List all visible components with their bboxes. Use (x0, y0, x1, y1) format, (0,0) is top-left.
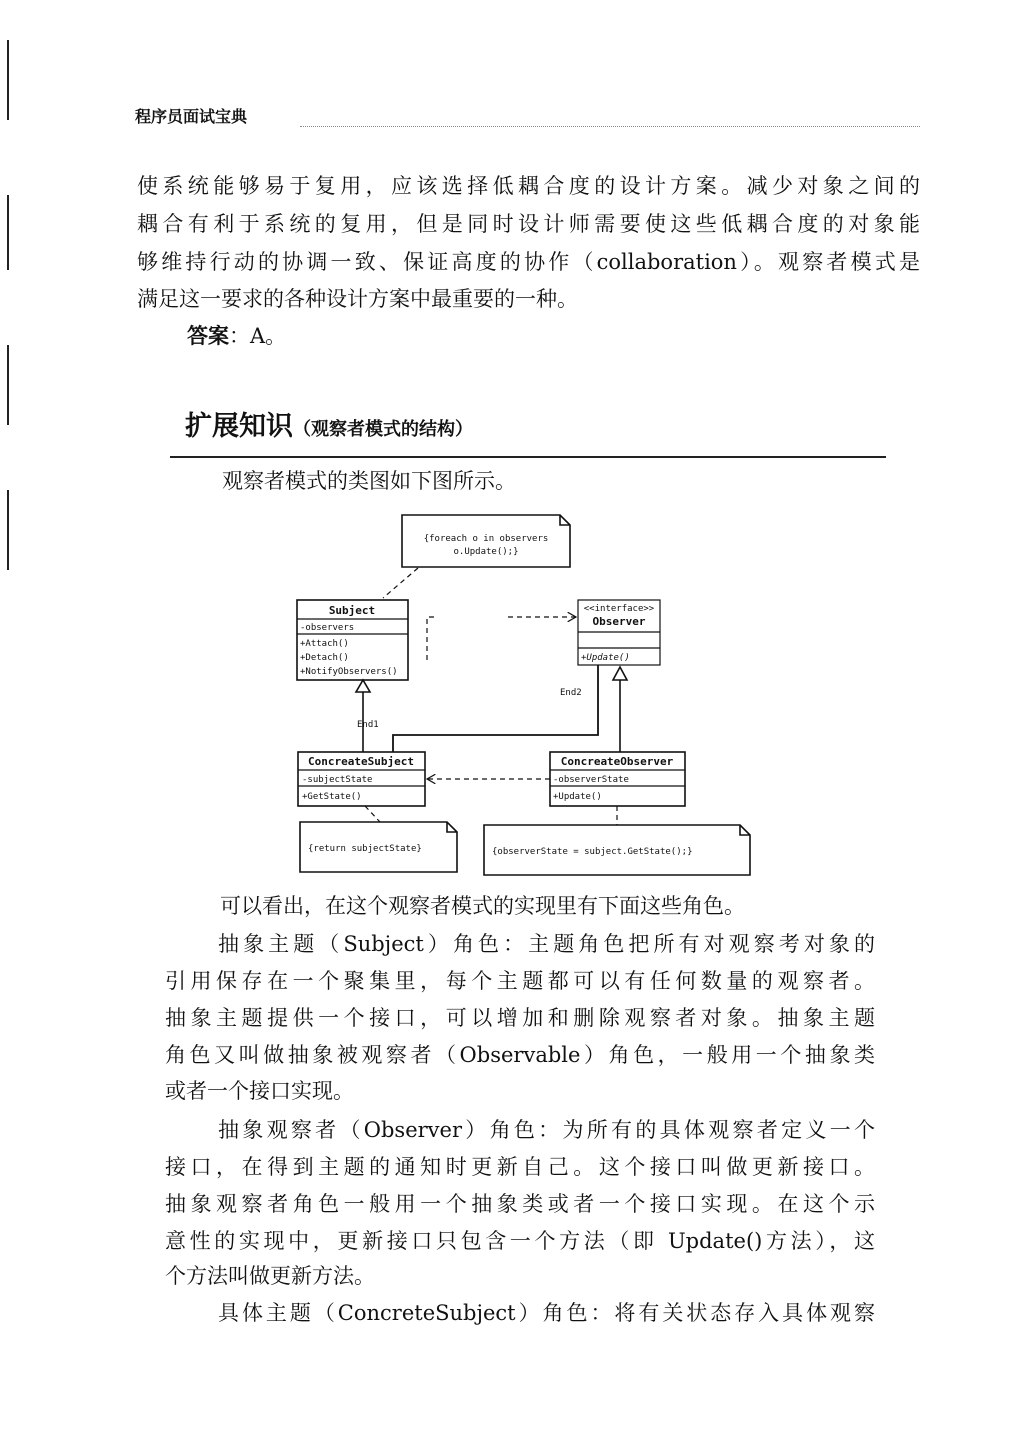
note-text: {return subjectState} (308, 844, 422, 854)
paragraph-line: 可以看出，在这个观察者模式的实现里有下面这些角色。 (220, 894, 745, 918)
scan-artifact (7, 345, 9, 425)
running-header: 程序员面试宝典 (135, 107, 248, 126)
class-name: ConcreateSubject (308, 755, 414, 768)
paragraph-line: 接口，在得到主题的通知时更新自己。这个接口叫做更新接口。 (165, 1155, 875, 1179)
answer (187, 322, 286, 350)
header-rule (300, 126, 920, 127)
realization-observer (613, 667, 627, 752)
paragraph-line: 够维持行动的协调一致、保证高度的协作（collaboration）。观察者模式是 (137, 250, 920, 274)
attribute: -observerState (553, 775, 629, 785)
operation: +Detach() (300, 653, 349, 663)
paragraph-line: 引用保存在一个聚集里，每个主题都可以有任何数量的观察者。 (165, 969, 875, 993)
class-name: Subject (328, 604, 376, 617)
end2-label: End2 (560, 688, 582, 698)
operation: +Update() (553, 792, 602, 802)
paragraph-line: 满足这一要求的各种设计方案中最重要的一种。 (137, 287, 578, 311)
paragraph-line: 使系统能够易于复用，应该选择低耦合度的设计方案。减少对象之间的 (137, 174, 920, 198)
paragraph-line: 抽象主题提供一个接口，可以增加和删除观察者对象。抽象主题 (165, 1006, 875, 1030)
paragraph-line: 角色又叫做抽象被观察者（Observable）角色，一般用一个抽象类 (165, 1043, 875, 1067)
answer-label: 答案 (187, 323, 229, 348)
paragraph-line: 抽象观察者（Observer）角色：为所有的具体观察者定义一个 (218, 1118, 875, 1142)
attribute: -subjectState (302, 775, 373, 785)
figure-caption: 观察者模式的类图如下图所示。 (222, 469, 516, 493)
note-text: o.Update();} (453, 547, 519, 557)
paragraph-line: 个方法叫做更新方法。 (165, 1264, 375, 1288)
attribute: -observers (300, 623, 355, 633)
paragraph-line: 耦合有利于系统的复用，但是同时设计师需要使这些低耦合度的对象能 (137, 212, 920, 236)
paragraph-line: 抽象主题（Subject）角色：主题角色把所有对观察考对象的 (218, 932, 875, 956)
class-name: ConcreateObserver (560, 755, 674, 768)
scan-artifact (7, 490, 9, 570)
operation: +NotifyObservers() (300, 667, 398, 677)
scan-artifact (7, 40, 9, 120)
class-name: Observer (592, 615, 646, 628)
association (393, 665, 598, 752)
paragraph-line: 抽象观察者角色一般用一个抽象类或者一个接口实现。在这个示 (165, 1192, 875, 1216)
uml-class-diagram (290, 505, 760, 880)
answer-value: ：A。 (229, 324, 287, 348)
section-heading (185, 404, 473, 443)
paragraph-line: 意性的实现中，更新接口只包含一个方法（即 Update()方法），这 (165, 1229, 875, 1253)
paragraph-line: 具体主题（ConcreteSubject）角色：将有关状态存入具体观察 (218, 1301, 875, 1325)
stereotype: <<interface>> (583, 604, 655, 614)
operation: +GetState() (302, 792, 362, 802)
scan-artifact (7, 195, 9, 270)
end1-label: End1 (357, 720, 379, 730)
note-text: {foreach o in observers (423, 534, 549, 544)
section-title: 扩展知识 (185, 411, 293, 442)
section-rule (170, 456, 886, 458)
operation: +Attach() (300, 639, 349, 649)
generalization-subject (356, 680, 370, 752)
operation: +Update() (581, 653, 630, 663)
note-text: {observerState = subject.GetState();} (492, 847, 693, 857)
paragraph-line: 或者一个接口实现。 (165, 1079, 354, 1103)
section-subtitle: （观察者模式的结构） (293, 419, 473, 440)
